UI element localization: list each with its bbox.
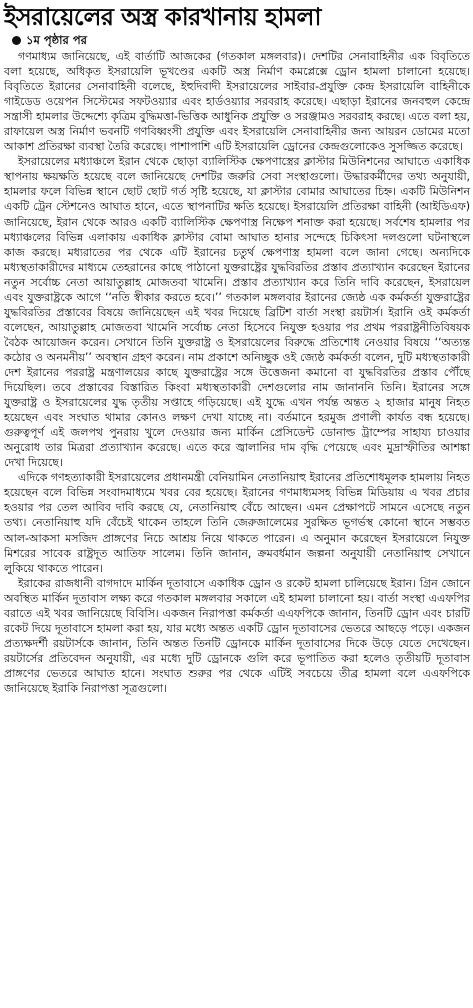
- news-article: [4, 0, 470, 696]
- paragraph: গণমাধ্যম জানিয়েছে, এই বার্তাটি আজকের (গতকাল মঙ্গলবার)। দেশটির সেনাবাহিনীর এক বিবৃতিতে বলা হয়েছে, অধিকৃত ইসরায়েলি ভূখণ্ডের একটি অস্ত্র নির্মাণ কমপ্লেক্সে ড্রোন হামলা চালানো হয়েছে। বিবৃতিতে ইরানের সেনাবাহিনী বলেছে, ইহুদিবাদী ইসরায়েলের সাইবার-প্রযুক্তি কেন্দ্র ইসরায়েলি বাহিনীকে গাইডেড ওয়েপন সিস্টেমের সফটওয়্যার এবং হার্ডওয়্যার সরবরাহ করেছে। এছাড়া ইরানের জনবহুল কেন্দ্রে সন্ত্রাসী হামলার উদ্দেশ্যে কৃত্রিম বুদ্ধিমত্তা-ভিত্তিক আধুনিক প্রযুক্তি ও সরঞ্জামও সরবরাহ করছে। এতে বলা হয়, রাফায়েল অস্ত্র নির্মাণ ভবনটি গণবিধ্বংসী প্রযুক্তি এবং ইসরায়েলি সেনাবাহিনীর জন্য আয়রন ডোমের মতো আকাশ প্রতিরক্ষা ব্যবস্থা তৈরি করেছে। পাশাপাশি এটি ইসরায়েলি ড্রোনের কেন্দ্রগুলোকেও সুসজ্জিত করেছে।: [4, 50, 470, 154]
- continuation-label: ১ম পৃষ্ঠার পর: [26, 33, 87, 47]
- paragraph: ইরাকের রাজধানী বাগদাদে মার্কিন দূতাবাসে একাধিক ড্রোন ও রকেট হামলা চালিয়েছে ইরান। গ্রিন জোনে অবস্থিত মার্কিন দূতাবাস লক্ষ্য করে গতকাল মঙ্গলবার সকালে এই হামলা চালানো হয়। বার্তা সংস্থা এএফপির বরাতে এই খবর জানিয়েছে বিবিসি। একজন নিরাপত্তা কর্মকর্তা এএফপিকে জানান, তিনটি ড্রোন এবং চারটি রকেট দিয়ে দূতাবাসে হামলা করা হয়, যার মধ্যে অন্তত একটি ড্রোন দূতাবাসের ভেতরে আছড়ে পড়ে। একজন প্রত্যক্ষদর্শী রয়টার্সকে জানান, তিনি অন্তত তিনটি ড্রোনকে মার্কিন দূতাবাসের দিকে উড়ে যেতে দেখেছেন। রয়টার্সের প্রতিবেদন অনুযায়ী, এর মধ্যে দুটি ড্রোনকে গুলি করে ভূপাতিত করা হলেও তৃতীয়টি দূতাবাস প্রাঙ্গণের ভেতরে আঘাত হানে। সংঘাত শুরুর পর থেকে এটিই সবচেয়ে তীব্র হামলা বলে এএফপিকে জানিয়েছে ইরাকি নিরাপত্তা সূত্রগুলো।: [4, 576, 470, 695]
- paragraph: ইসরায়েলের মধ্যাঞ্চলে ইরান থেকে ছোড়া ব্যালিস্টিক ক্ষেপণাস্ত্রের ক্লাস্টার মিউনিশনের আঘাতে একাধিক স্থাপনায় ক্ষয়ক্ষতি হয়েছে বলে জানিয়েছে দেশটির জরুরি সেবা সংস্থাগুলো। উদ্ধারকর্মীদের তথ্য অনুযায়ী, হামলার ফলে বিভিন্ন স্থানে ছোট ছোট গর্ত সৃষ্টি হয়েছে, যা ক্লাস্টার বোমার আঘাতের চিহ্ন। একটি মিউনিশন একটি ট্রেন স্টেশনেও আঘাত হানে, এতে স্থাপনাটির ক্ষতি হয়েছে। ইসরায়েলি প্রতিরক্ষা বাহিনী (আইডিএফ) জানিয়েছে, ইরান থেকে আরও একটি ব্যালিস্টিক ক্ষেপণাস্ত্র নিক্ষেপ শনাক্ত করা হয়েছে। সর্বশেষ হামলার পর মধ্যাঞ্চলের বিভিন্ন এলাকায় একাধিক ক্লাস্টার বোমা আঘাত হানার সন্দেহে চিকিৎসা দলগুলো ঘটনাস্থলে কাজ করছে। মধ্যরাতের পর থেকে এটি ইরানের চতুর্থ ক্ষেপণাস্ত্র হামলা বলে জানা গেছে। অন্যদিকে মধ্যস্থতাকারীদের মাধ্যমে তেহরানের কাছে পাঠানো যুক্তরাষ্ট্রের যুদ্ধবিরতির প্রস্তাব প্রত্যাখ্যান করেছেন ইরানের নতুন সর্বোচ্চ নেতা আয়াতুল্লাহ মোজতবা খামেনি। প্রস্তাব প্রত্যাখ্যান করে তিনি দাবি করেছেন, ইসরায়েল এবং যুক্তরাষ্ট্রকে আগে ‘‘নতি স্বীকার করতে হবে।’’ গতকাল মঙ্গলবার ইরানের জ্যেষ্ঠ এক কর্মকর্তা যুক্তরাষ্ট্রের যুদ্ধবিরতির প্রস্তাবের বিষয়ে জানিয়েছেন এই খবর দিয়েছে ব্রিটিশ বার্তা সংস্থা রয়টার্স। ইরানি ওই কর্মকর্তা বলেছেন, আয়াতুল্লাহ মোজতবা খামেনি সর্বোচ্চ নেতা হিসেবে নিযুক্ত হওয়ার পর প্রথম পররাষ্ট্রনীতিবিষয়ক বৈঠক আয়োজন করেন। সেখানে তিনি যুক্তরাষ্ট্র ও ইসরায়েলের বিরুদ্ধে প্রতিশোধ নেওয়ার বিষয়ে ‘‘অত্যন্ত কঠোর ও অনমনীয়’’ অবস্থান গ্রহণ করেন। নাম প্রকাশে অনিচ্ছুক ওই জ্যেষ্ঠ কর্মকর্তা বলেন, দুটি মধ্যস্থতাকারী দেশ ইরানের পররাষ্ট্র মন্ত্রণালয়ের কাছে যুক্তরাষ্ট্রের সঙ্গে উত্তেজনা কমানো বা যুদ্ধবিরতির প্রস্তাব পৌঁছে দিয়েছিল। তবে প্রস্তাবের বিস্তারিত কিংবা মধ্যস্থতাকারী দেশগুলোর নাম জানাননি তিনি। ইরানের সঙ্গে যুক্তরাষ্ট্র ও ইসরায়েলের যুদ্ধ তৃতীয় সপ্তাহে গড়িয়েছে। এই যুদ্ধে এখন পর্যন্ত অন্তত ২ হাজার মানুষ নিহত হয়েছেন এবং সংঘাত থামার কোনও লক্ষণ দেখা যাচ্ছে না। বর্তমানে হরমুজ প্রণালী কার্যত বন্ধ হয়েছে। গুরুত্বপূর্ণ এই জলপথ পুনরায় খুলে দেওয়ার জন্য মার্কিন প্রেসিডেন্ট ডোনাল্ড ট্রাম্পের সাহায্য চাওয়ার অনুরোধ তার মিত্ররা প্রত্যাখ্যান করেছে। এতে করে জ্বালানির দাম বৃদ্ধি পেয়েছে এবং মুদ্রাস্ফীতির আশঙ্কা দেখা দিয়েছে।: [4, 155, 470, 470]
- paragraph: এদিকে গণহত্যাকারী ইসরায়েলের প্রধানমন্ত্রী বেনিয়ামিন নেতানিয়াহু ইরানের প্রতিশোধমূলক হামলায় নিহত হয়েছেন বলে বিভিন্ন সংবাদমাধ্যমে খবর বের হয়েছে। ইরানের গণমাধ্যমসহ বিভিন্ন মিডিয়ায় এ খবর প্রচার হওয়ার পর তেল আবিব দাবি করছে যে, নেতানিয়াহু বেঁচে আছেন। এমন প্রেক্ষাপটে সামনে এসেছে নতুন তথ্য। নেতানিয়াহু যদি বেঁচেই থাকেন তাহলে তিনি জেরুজালেমের সুরক্ষিত ভূগর্ভস্থ কোনো স্থানে সম্ভবত আল-আকসা মসজিদ প্রাঙ্গণের নিচে আশ্রয় নিয়ে থাকতে পারেন। এ অনুমান করেছেন ইসরায়েলে নিযুক্ত মিশরের সাবেক রাষ্ট্রদূত আতিফ সালেম। তিনি জানান, ক্রমবর্ধমান জল্পনা অনুযায়ী নেতানিয়াহু সেখানে লুকিয়ে থাকতে পারেন।: [4, 471, 470, 575]
- continuation-line: [12, 33, 470, 48]
- bullet-icon: [12, 36, 21, 45]
- article-body: [4, 49, 470, 696]
- headline: ইসরায়েলের অস্ত্র কারখানায় হামলা: [4, 3, 321, 31]
